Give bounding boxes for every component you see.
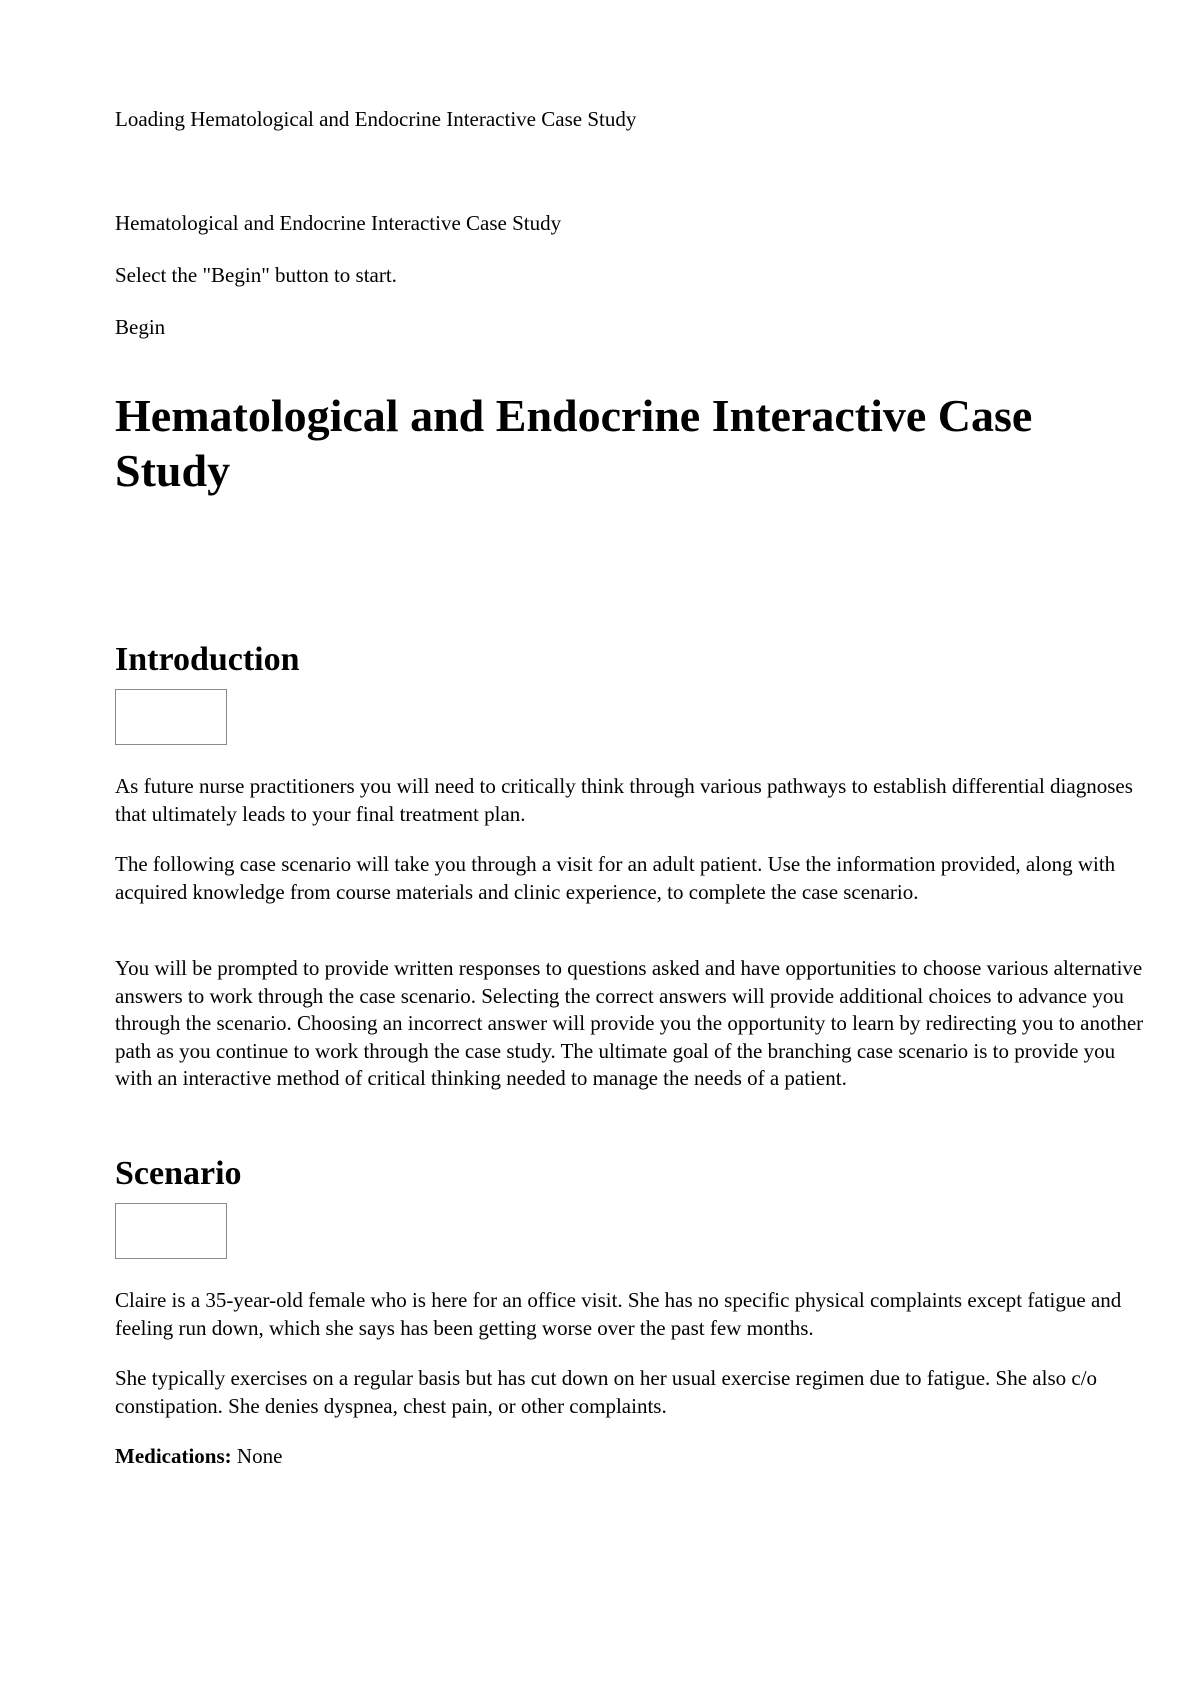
introduction-paragraph-1: As future nurse practitioners you will need to critically think through various pathways to establish differential diagnoses that ultimately leads to your final treatment plan. <box>115 774 1133 826</box>
scenario-paragraph-2: She typically exercises on a regular basis but has cut down on her usual exercise regimen due to fatigue. She also c/o constipation. She denies dyspnea, chest pain, or other complaints. <box>115 1366 1098 1418</box>
introduction-image-placeholder <box>115 689 227 745</box>
loading-text: Loading Hematological and Endocrine Interactive Case Study <box>115 107 637 131</box>
scenario-heading: Scenario <box>115 1155 242 1192</box>
introduction-paragraph-3: You will be prompted to provide written responses to questions asked and have opportunities to choose various alternative answers to work through the case scenario. Selecting the correct answers will provide additional choices to advance you through the scenario. Choosing an incorrect answer will provide you the opportunity to learn by redirecting you to another path as you continue to work through the case study. The ultimate goal of the branching case scenario is to provide you with an interactive method of critical thinking needed to manage the needs of a patient. <box>115 956 1144 1090</box>
introduction-paragraph-2: The following case scenario will take you through a visit for an adult patient. Use the information provided, along with acquired knowledge from course materials and clinic experience, to complete the case scenario. <box>115 852 1116 904</box>
medications-label: Medications: <box>115 1444 232 1468</box>
begin-button[interactable]: Begin <box>115 315 166 339</box>
page-title: Hematological and Endocrine Interactive Case Study <box>115 390 1033 496</box>
introduction-heading: Introduction <box>115 641 300 678</box>
medications-value: None <box>236 1444 283 1468</box>
start-instruction: Select the "Begin" button to start. <box>115 263 397 287</box>
start-panel-title: Hematological and Endocrine Interactive Case Study <box>115 211 562 235</box>
scenario-paragraph-1: Claire is a 35-year-old female who is here for an office visit. She has no specific physical complaints except fatigue and feeling run down, which she says has been getting worse over the past few months. <box>115 1288 1122 1340</box>
scenario-image-placeholder <box>115 1203 227 1259</box>
medications-line <box>115 1442 282 1470</box>
